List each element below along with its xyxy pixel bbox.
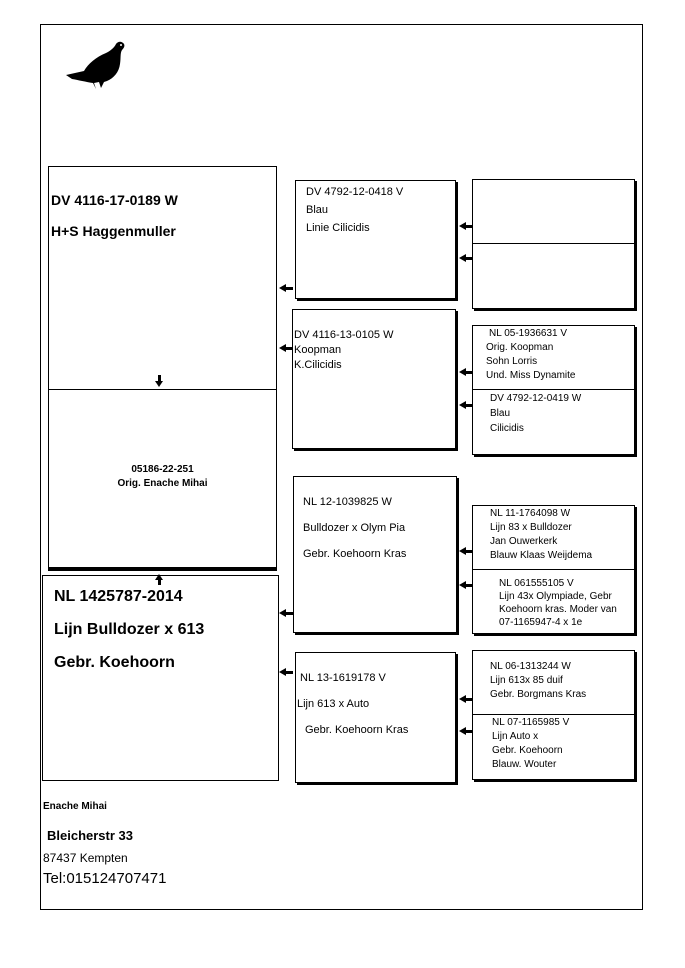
mmm-line3: Blauw. Wouter	[492, 759, 557, 770]
mfm-line2: Koehoorn kras. Moder van	[499, 604, 617, 615]
mmm-text	[492, 716, 569, 772]
mother-breeder: Orig. Enache Mihai	[117, 478, 208, 489]
fmf-text	[486, 327, 576, 383]
fmm-text	[490, 391, 581, 436]
mmf-line1: Lijn 613x 85 duif	[490, 675, 563, 686]
main-pigeon-line1: Lijn Bulldozer x 613	[54, 621, 205, 638]
mfm-text	[499, 577, 617, 629]
ffx-divider	[472, 243, 635, 244]
mm-ring: NL 13-1619178 V	[300, 672, 386, 684]
arrow-left-icon	[279, 284, 286, 292]
mm-text	[297, 665, 408, 743]
owner-phone: Tel:015124707471	[43, 870, 167, 887]
mmf-ring: NL 06-1313244 W	[490, 661, 571, 672]
father-ring: DV 4116-17-0189 W	[51, 192, 178, 208]
arrow-left-icon	[279, 609, 286, 617]
mmf-text	[490, 660, 586, 702]
mfm-line1: Lijn 43x Olympiade, Gebr	[499, 591, 612, 602]
mf-text	[303, 489, 406, 567]
fmf-ring: NL 05-1936631 V	[489, 328, 568, 339]
mf-line: Bulldozer x Olym Pia	[303, 522, 406, 534]
pigeon-icon	[64, 38, 128, 92]
mmf-line2: Gebr. Borgmans Kras	[490, 689, 587, 700]
mff-line2: Jan Ouwerkerk	[490, 536, 558, 547]
mff-line1: Lijn 83 x Bulldozer	[490, 522, 572, 533]
mmx-divider	[472, 714, 635, 715]
mff-ring: NL 11-1764098 W	[490, 508, 571, 519]
owner-name: Enache Mihai	[43, 801, 107, 812]
mf-ring: NL 12-1039825 W	[303, 496, 392, 508]
main-pigeon-ring: NL 1425787-2014	[54, 588, 183, 605]
mfm-ring: NL 061555105 V	[499, 578, 574, 589]
arrow-down-icon	[155, 381, 163, 387]
fm-line: K.Cilicidis	[294, 359, 342, 371]
owner-street: Bleicherstr 33	[47, 828, 133, 843]
fmf-line3: Und. Miss Dynamite	[486, 370, 576, 381]
arrow-left-icon	[459, 368, 466, 376]
fm-text	[294, 328, 393, 373]
ff-ring: DV 4792-12-0418 V	[306, 186, 404, 198]
arrow-left-icon	[279, 668, 286, 676]
mfx-divider	[472, 569, 635, 570]
mff-line3: Blauw Klaas Weijdema	[490, 550, 593, 561]
ff-color: Blau	[306, 204, 329, 216]
arrow-left-icon	[459, 254, 466, 262]
fmm-color: Blau	[490, 408, 511, 419]
arrow-left-icon	[459, 401, 466, 409]
fmf-line1: Orig. Koopman	[486, 342, 554, 353]
mmm-line1: Lijn Auto x	[492, 731, 539, 742]
arrow-left-icon	[459, 727, 466, 735]
mmm-line2: Gebr. Koehoorn	[492, 745, 563, 756]
fm-ring: DV 4116-13-0105 W	[294, 329, 394, 341]
ffx-box	[472, 179, 635, 309]
arrow-left-icon	[459, 581, 466, 589]
fmm-line: Cilicidis	[490, 423, 524, 434]
mf-breeder: Gebr. Koehoorn Kras	[303, 548, 407, 560]
mother-ring: 05186-22-251	[131, 464, 194, 475]
arrow-left-icon	[459, 695, 466, 703]
father-breeder: H+S Haggenmuller	[51, 223, 176, 239]
arrow-left-icon	[279, 344, 286, 352]
fm-breeder: Koopman	[294, 344, 342, 356]
mff-text	[490, 507, 592, 563]
fmx-divider	[472, 389, 635, 390]
mm-breeder: Gebr. Koehoorn Kras	[305, 724, 409, 736]
ff-line: Linie Cilicidis	[306, 222, 370, 234]
owner-city: 87437 Kempten	[43, 851, 128, 865]
arrow-left-icon	[459, 547, 466, 555]
arrow-left-icon	[459, 222, 466, 230]
fmf-line2: Sohn Lorris	[486, 356, 538, 367]
mm-line: Lijn 613 x Auto	[297, 698, 370, 710]
fmm-ring: DV 4792-12-0419 W	[490, 393, 582, 404]
mfm-line3: 07-1165947-4 x 1e	[499, 617, 583, 628]
main-pigeon-line2: Gebr. Koehoorn	[54, 654, 175, 671]
ff-text	[306, 183, 403, 237]
mmm-ring: NL 07-1165985 V	[492, 717, 570, 728]
arrow-up-icon	[155, 574, 163, 580]
